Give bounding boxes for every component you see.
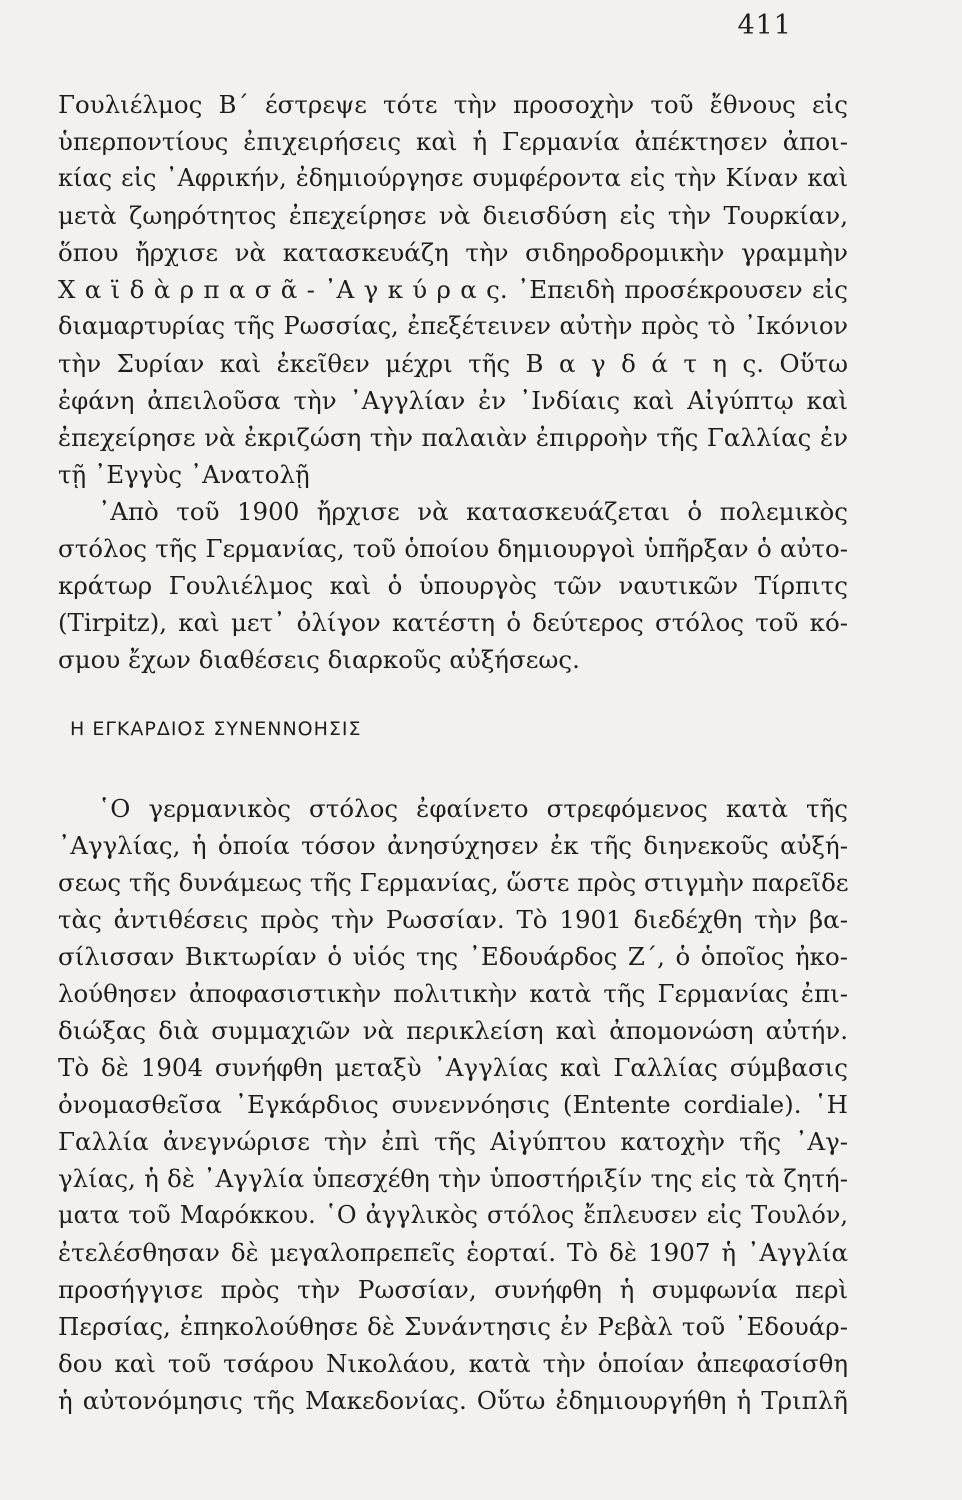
text-line: (Tirpitz), καὶ μετ᾿ ὀλίγον κατέστη ὁ δεύτερος στόλος τοῦ κό- xyxy=(58,608,848,637)
text-line: τὴν Συρίαν καὶ ἐκεῖθεν μέχρι τῆς Β α γ δ ά τ η ς. Οὕτω xyxy=(58,349,848,378)
paragraph-2 xyxy=(58,493,848,678)
text-line: κίας εἰς ᾿Αφρικήν, ἐδημιούργησε συμφέροντα εἰς τὴν Κίναν καὶ xyxy=(58,164,848,192)
text-line: σίλισσαν Βικτωρίαν ὁ υἱός της ᾿Εδουάρδος Ζ΄, ὁ ὁποῖος ἠκο- xyxy=(58,942,848,971)
text-line: Περσίας, ἐπηκολούθησε δὲ Συνάντησις ἐν Ρεβὰλ τοῦ ᾿Εδουάρ- xyxy=(58,1312,848,1341)
text-line: ἐφάνη ἀπειλοῦσα τὴν ᾿Αγγλίαν ἐν ᾿Ινδίαις καὶ Αἰγύπτῳ καὶ xyxy=(58,386,848,415)
text-line: Τὸ δὲ 1904 συνήφθη μεταξὺ ᾿Αγγλίας καὶ Γαλλίας σύμβασις xyxy=(58,1053,848,1082)
text-line: στόλος τῆς Γερμανίας, τοῦ ὁποίου δημιουργοὶ ὑπῆρξαν ὁ αὐτο- xyxy=(58,534,848,563)
text-line: διαμαρτυρίας τῆς Ρωσσίας, ἐπεξέτεινεν αὐτὴν πρὸς τὸ ᾿Ικόνιον xyxy=(58,312,848,340)
paragraph-3 xyxy=(58,790,848,1419)
text-line: ῾Ο γερμανικὸς στόλος ἐφαίνετο στρεφόμενος κατὰ τῆς xyxy=(98,794,848,823)
text-line: μετὰ ζωηρότητος ἐπεχείρησε νὰ διεισδύση εἰς τὴν Τουρκίαν, xyxy=(58,201,848,230)
text-line: ᾿Αγγλίας, ἡ ὁποία τόσον ἀνησύχησεν ἐκ τῆς διηνεκοῦς αὐξή- xyxy=(58,831,848,860)
text-line: ὀνομασθεῖσα ᾿Εγκάρδιος συνεννόησις (Entente cordiale). ῾Η xyxy=(58,1090,848,1119)
text-line: κράτωρ Γουλιέλμος καὶ ὁ ὑπουργὸς τῶν ναυτικῶν Τίρπιτς xyxy=(58,571,848,600)
text-line: διώξας διὰ συμμαχιῶν νὰ περικλείση καὶ ἀπομονώση αὐτήν. xyxy=(58,1016,848,1045)
page-number: 411 xyxy=(737,10,792,41)
text-line: γλίας, ἡ δὲ ᾿Αγγλία ὑπεσχέθη τὴν ὑποστήριξίν της εἰς τὰ ζητή- xyxy=(58,1164,848,1193)
text-line: ἐτελέσθησαν δὲ μεγαλοπρεπεῖς ἑορταί. Τὸ δὲ 1907 ἡ ᾿Αγγλία xyxy=(58,1238,848,1267)
text-line: δου καὶ τοῦ τσάρου Νικολάου, κατὰ τὴν ὁποίαν ἀπεφασίσθη xyxy=(58,1349,848,1378)
section-heading: Η ΕΓΚΑΡΔΙΟΣ ΣΥΝΕΝΝΟΗΣΙΣ xyxy=(70,718,362,740)
text-line: ἡ αὐτονόμησις τῆς Μακεδονίας. Οὕτω ἐδημιουργήθη ἡ Τριπλῆ xyxy=(58,1386,848,1415)
text-line: σμου ἔχων διαθέσεις διαρκοῦς αὐξήσεως. xyxy=(58,645,580,674)
text-line: Χ α ϊ δ ὰ ρ π α σ ᾶ - ᾿Α γ κ ύ ρ α ς. ᾿Επειδὴ προσέκρουσεν εἰς xyxy=(58,275,848,304)
paragraph-1 xyxy=(58,86,848,493)
text-line: τὰς ἀντιθέσεις πρὸς τὴν Ρωσσίαν. Τὸ 1901 διεδέχθη τὴν βα- xyxy=(58,905,848,934)
text-line: ματα τοῦ Μαρόκκου. ῾Ο ἀγγλικὸς στόλος ἔπλευσεν εἰς Τουλόν, xyxy=(58,1201,848,1229)
text-line: Γαλλία ἀνεγνώρισε τὴν ἐπὶ τῆς Αἰγύπτου κατοχὴν τῆς ᾿Αγ- xyxy=(58,1127,848,1156)
text-line: ᾿Απὸ τοῦ 1900 ἤρχισε νὰ κατασκευάζεται ὁ πολεμικὸς xyxy=(98,497,848,526)
text-line: Γουλιέλμος Β΄ έστρεψε τότε τὴν προσοχὴν τοῦ ἔθνους εἰς xyxy=(58,90,848,119)
text-line: λούθησεν ἀποφασιστικὴν πολιτικὴν κατὰ τῆς Γερμανίας ἐπι- xyxy=(58,979,848,1008)
text-line: ἐπεχείρησε νὰ ἐκριζώση τὴν παλαιὰν ἐπιρροὴν τῆς Γαλλίας ἐν xyxy=(58,423,848,452)
text-line: ὑπερποντίους ἐπιχειρήσεις καὶ ἡ Γερμανία ἀπέκτησεν ἀποι- xyxy=(58,127,848,156)
text-line: προσήγγισε πρὸς τὴν Ρωσσίαν, συνήφθη ἡ συμφωνία περὶ xyxy=(58,1275,848,1304)
text-line: σεως τῆς δυνάμεως τῆς Γερμανίας, ὥστε πρὸς στιγμὴν παρεῖδε xyxy=(58,868,849,897)
text-line: ὅπου ἤρχισε νὰ κατασκευάζη τὴν σιδηροδρομικὴν γραμμὴν xyxy=(58,238,848,267)
text-line: τῇ ᾿Εγγὺς ᾿Ανατολῇ xyxy=(58,460,310,489)
